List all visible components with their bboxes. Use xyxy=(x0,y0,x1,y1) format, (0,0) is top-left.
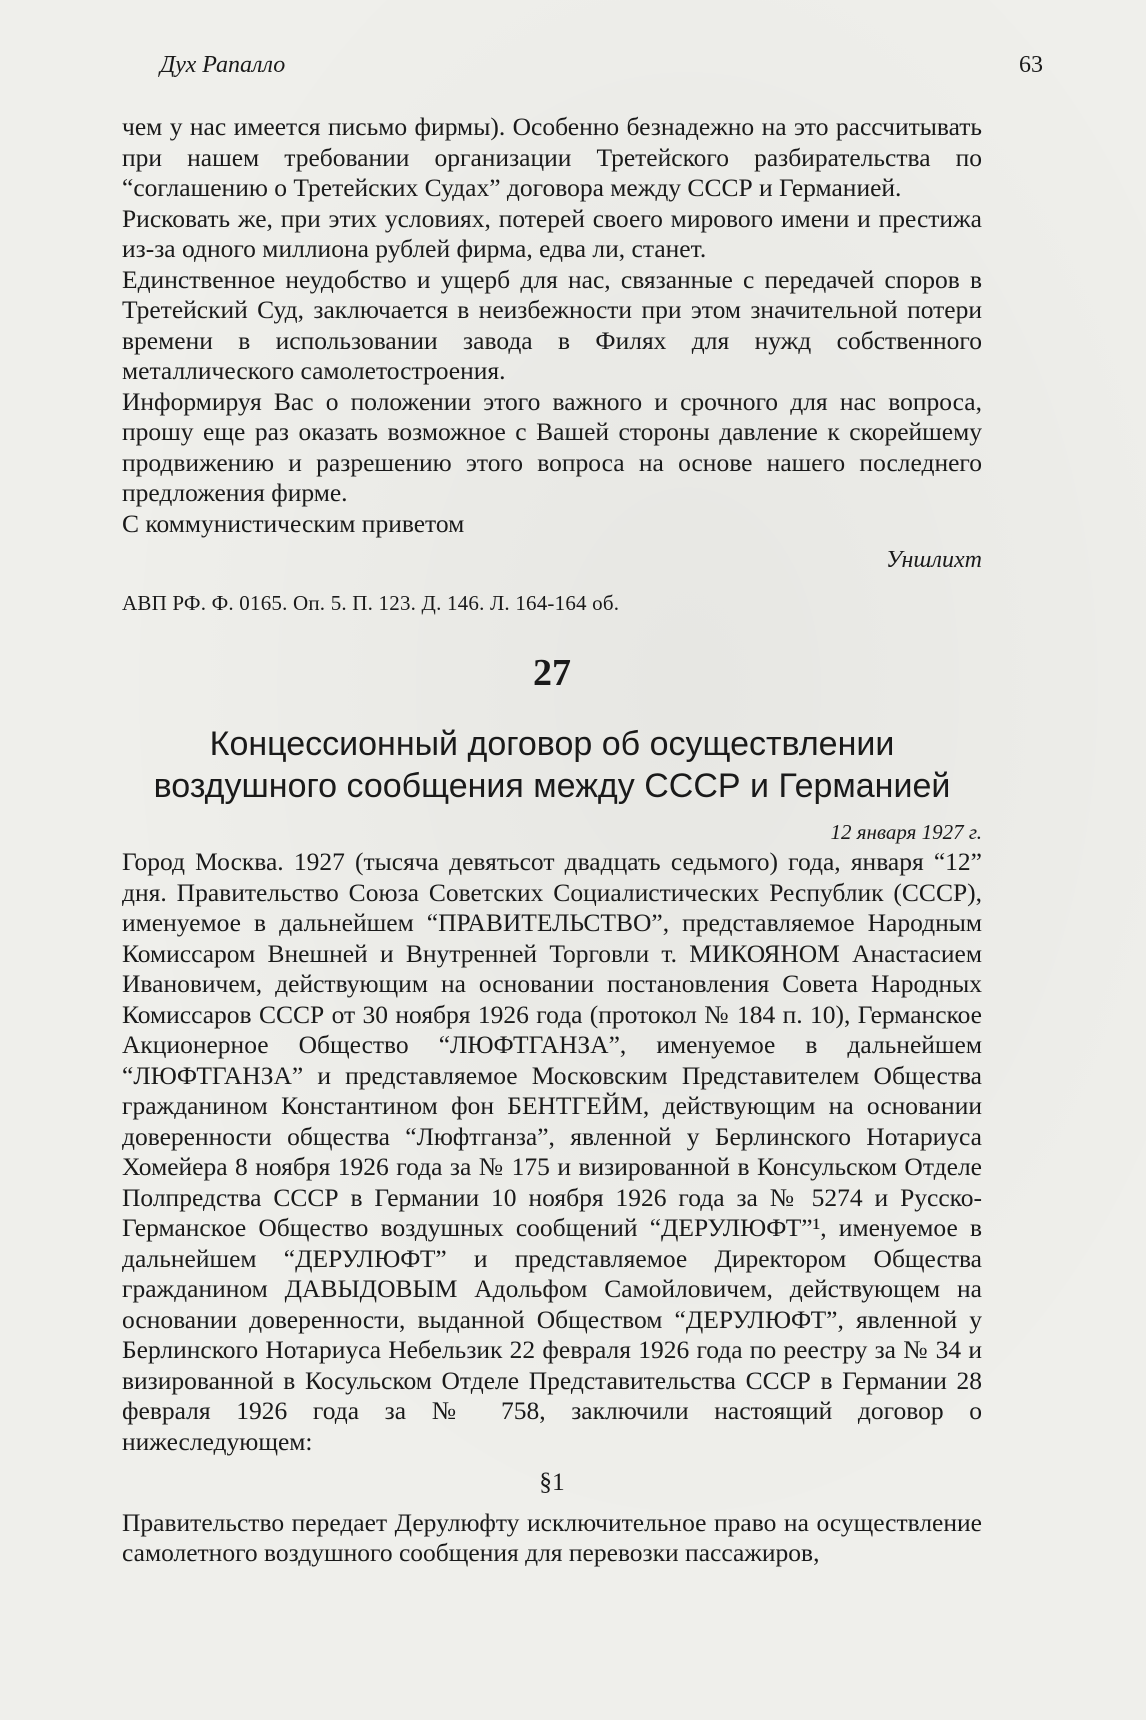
document-preamble: Город Москва. 1927 (тысяча девятьсот двадцать седьмого) года, января “12” дня. Правительство Союза Советских Социалистических Республик (СССР), именуемое в дальнейшем “ПРАВИТЕЛЬСТВО”, представляемое Народным Комиссаром Внешней и Внутренней Торговли т. МИКОЯНОМ Анастасием Ивановичем, действующим на основании постановления Совета Народных Комиссаров СССР от 30 ноября 1926 года (протокол № 184 п. 10), Германское Акционерное Общество “ЛЮФТГАНЗА”, именуемое в дальнейшем “ЛЮФТГАНЗА” и представляемое Московским Представителем Общества гражданином Константином фон БЕНТГЕЙМ, действующим на основании доверенности общества “Люфтганза”, явленной у Берлинского Нотариуса Хомейера 8 ноября 1926 года за № 175 и визированной в Консульском Отделе Полпредства СССР в Германии 10 ноября 1926 года за № 5274 и Русско-Германское Общество воздушных сообщений “ДЕРУЛЮФТ”¹, именуемое в дальнейшем “ДЕРУЛЮФТ” и представляемое Директором Общества гражданином ДАВЫДОВЫМ Адольфом Самойловичем, действующем на основании доверенности, выданной Обществом “ДЕРУЛЮФТ”, явленной у Берлинского Нотариуса Небельзик 22 февраля 1926 года по реестру за № 34 и визированной в Косульском Отделе Представительства СССР в Германии 28 февраля 1926 года за № 758, заключили настоящий договор о нижеследующем: xyxy=(122,847,982,1456)
page-content xyxy=(122,112,982,1569)
document-date: 12 января 1927 г. xyxy=(830,819,982,844)
section-mark: §1 xyxy=(539,1467,565,1496)
document-title-line-1: Концессионный договор об осуществлении xyxy=(209,724,895,763)
letter-paragraph-1: чем у нас имеется письмо фирмы). Особенно безнадежно на это рассчитывать при нашем требовании организации Третейского разбирательства по “соглашению о Третейских Судах” договора между СССР и Германией. xyxy=(122,112,982,202)
letter-paragraph-2: Рисковать же, при этих условиях, потерей своего мирового имени и престижа из-за одного миллиона рублей фирма, едва ли, станет. xyxy=(122,203,982,263)
document-number: 27 xyxy=(533,652,571,694)
document-title-line-2: воздушного сообщения между СССР и Германией xyxy=(153,766,951,805)
letter-paragraph-4: Информируя Вас о положении этого важного и срочного для нас вопроса, прошу еще раз оказать возможное с Вашей стороны давление к скорейшему продвижению и разрешению этого вопроса на основе нашего последнего предложения фирме. xyxy=(122,386,982,507)
archive-reference: АВП РФ. Ф. 0165. Оп. 5. П. 123. Д. 146. Л. 164-164 об. xyxy=(122,590,620,615)
section-1-text: Правительство передает Дерулюфту исключительное право на осуществление самолетного воздушного сообщения для перевозки пассажиров, xyxy=(122,1507,982,1567)
document-title xyxy=(122,723,982,807)
page-number: 63 xyxy=(1019,52,1043,78)
letter-signature: Уншлихт xyxy=(885,547,982,573)
letter-paragraph-3: Единственное неудобство и ущерб для нас, связанные с передачей споров в Третейский Суд, заключается в неизбежности при этом значительной потери времени в использовании завода в Филях для нужд собственного металлического самолетостроения. xyxy=(122,264,982,385)
running-title: Дух Рапалло xyxy=(160,52,286,78)
letter-closing: С коммунистическим приветом xyxy=(122,508,465,538)
